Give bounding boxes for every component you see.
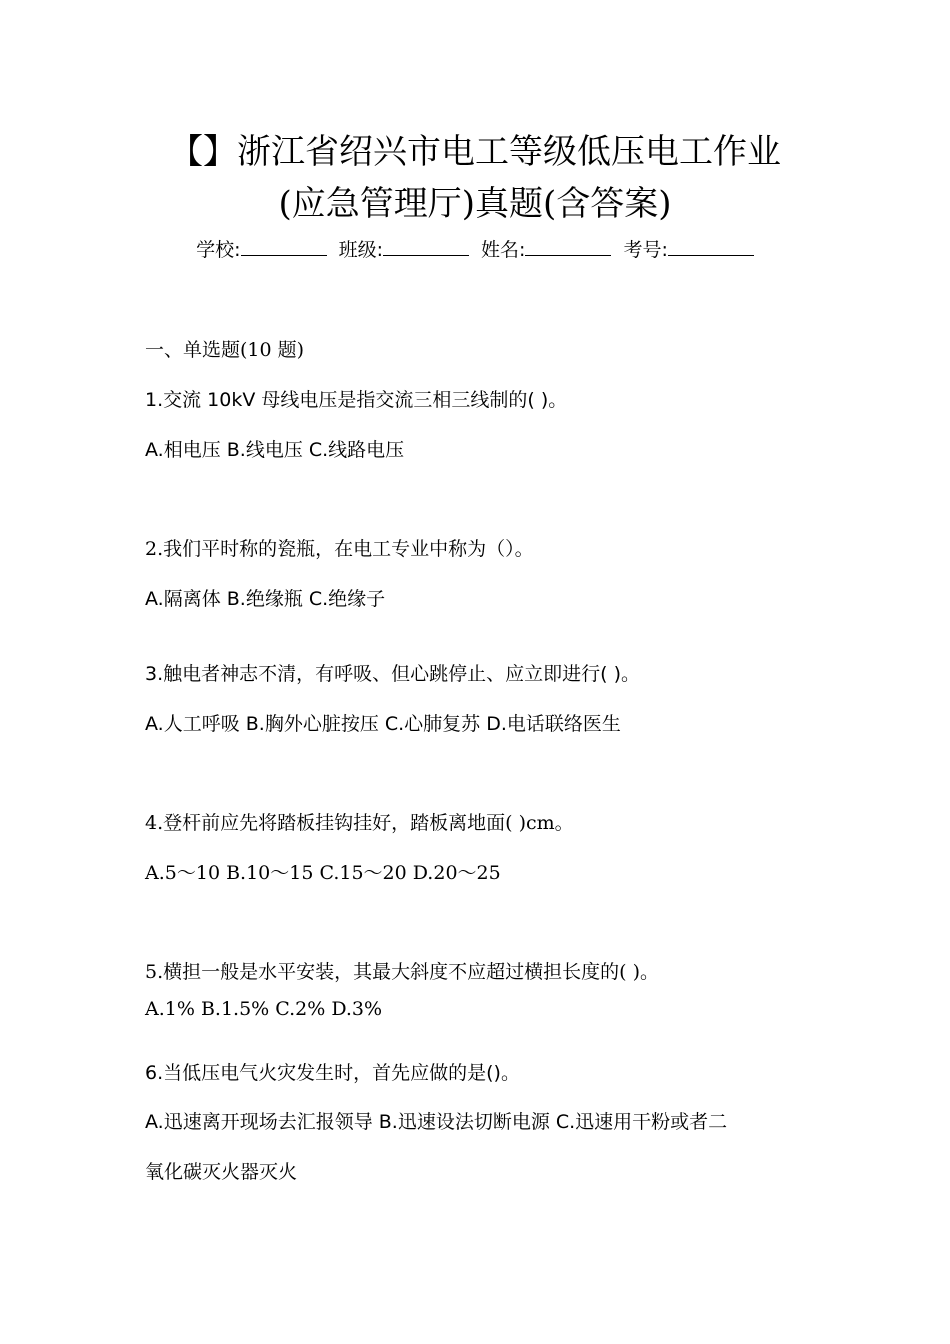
document-title-line-2: (应急管理厅)真题(含答案): [278, 184, 672, 224]
question-5-stem: 5.横担一般是水平安装，其最大斜度不应超过横担长度的( )。: [145, 961, 659, 983]
class-blank: [383, 237, 469, 256]
exam-number-blank: [668, 237, 754, 256]
question-1-stem: 1.交流 10kV 母线电压是指交流三相三线制的( )。: [145, 389, 568, 411]
school-label: 学校:: [196, 239, 241, 261]
school-blank: [241, 237, 327, 256]
question-4-stem: 4.登杆前应先将踏板挂钩挂好，踏板离地面( )cm。: [145, 812, 574, 834]
exam-number-label: 考号:: [623, 239, 668, 261]
exam-number-field: [623, 239, 753, 261]
question-6-options-line-1: A.迅速离开现场去汇报领导 B.迅速设法切断电源 C.迅速用干粉或者二: [145, 1111, 728, 1133]
class-field: [339, 239, 469, 261]
name-label: 姓名:: [481, 239, 526, 261]
question-3-options: A.人工呼吸 B.胸外心脏按压 C.心肺复苏 D.电话联络医生: [145, 713, 621, 735]
question-6-stem: 6.当低压电气火灾发生时，首先应做的是()。: [145, 1062, 520, 1084]
school-field: [196, 239, 326, 261]
document-title-line-1: 【】浙江省绍兴市电工等级低压电工作业: [169, 132, 781, 172]
question-2-stem: 2.我们平时称的瓷瓶，在电工专业中称为（）。: [145, 538, 534, 560]
class-label: 班级:: [338, 239, 383, 261]
question-5-options: A.1% B.1.5% C.2% D.3%: [145, 998, 383, 1020]
question-1-options: A.相电压 B.线电压 C.线路电压: [145, 439, 405, 461]
question-6-options-line-2: 氧化碳灭火器灭火: [145, 1161, 298, 1183]
question-4-options: A.5～10 B.10～15 C.15～20 D.20～25: [145, 862, 501, 884]
name-field: [481, 239, 611, 261]
name-blank: [525, 237, 611, 256]
student-info-row: [0, 236, 950, 264]
section-heading: 一、单选题(10 题): [145, 339, 305, 361]
question-3-stem: 3.触电者神志不清，有呼吸、但心跳停止、应立即进行( )。: [145, 663, 640, 685]
question-2-options: A.隔离体 B.绝缘瓶 C.绝缘子: [145, 588, 386, 610]
